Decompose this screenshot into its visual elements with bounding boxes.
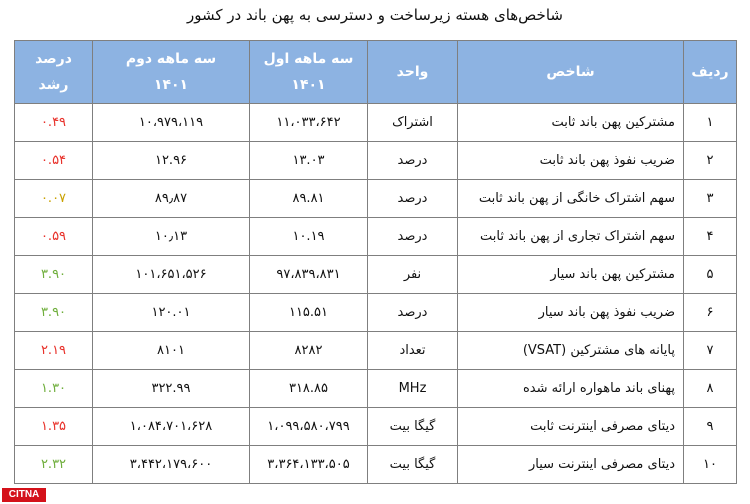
indicator-cell: دیتای مصرفی اینترنت ثابت (458, 408, 684, 446)
header-unit: واحد (368, 41, 458, 104)
row-number-cell: ۸ (684, 370, 737, 408)
table-row (15, 370, 737, 408)
row-number-cell: ۳ (684, 180, 737, 218)
header-indicator: شاخص (458, 41, 684, 104)
table-row (15, 104, 737, 142)
indicator-cell: پهنای باند ماهواره ارائه شده (458, 370, 684, 408)
header-q2-year: ۱۴۰۱ (153, 77, 189, 93)
row-number-cell: ۱ (684, 104, 737, 142)
q2-value-cell: ۱۲۰.۰۱ (93, 294, 250, 332)
q2-value-cell: ۳۲۲.۹۹ (93, 370, 250, 408)
q1-value-cell: ۳،۳۶۴،۱۳۳،۵۰۵ (250, 446, 368, 484)
q1-value-cell: ۱،۰۹۹،۵۸۰،۷۹۹ (250, 408, 368, 446)
header-growth-label2: رشد (38, 77, 69, 93)
unit-cell: گیگا بیت (368, 408, 458, 446)
unit-cell: اشتراک (368, 104, 458, 142)
header-q1 (250, 41, 368, 104)
indicators-table (14, 40, 737, 484)
header-growth (15, 41, 93, 104)
q2-value-cell: ۱۰،۹۷۹،۱۱۹ (93, 104, 250, 142)
header-growth-label1: درصد (35, 51, 72, 67)
row-number-cell: ۴ (684, 218, 737, 256)
q1-value-cell: ۳۱۸.۸۵ (250, 370, 368, 408)
unit-cell: تعداد (368, 332, 458, 370)
unit-cell: گیگا بیت (368, 446, 458, 484)
row-number-cell: ۶ (684, 294, 737, 332)
indicator-cell: ضریب نفوذ پهن باند سیار (458, 294, 684, 332)
table-row (15, 446, 737, 484)
row-number-cell: ۹ (684, 408, 737, 446)
indicator-cell: ضریب نفوذ پهن باند ثابت (458, 142, 684, 180)
unit-cell: درصد (368, 180, 458, 218)
q2-value-cell: ۱،۰۸۴،۷۰۱،۶۲۸ (93, 408, 250, 446)
page-title: شاخص‌های هسته زیرساخت و دسترسی به پهن باند در کشور (187, 6, 563, 24)
growth-cell: ۰.۴۹ (15, 104, 93, 142)
growth-cell: ۳.۹۰ (15, 256, 93, 294)
header-row-number: ردیف (684, 41, 737, 104)
q1-value-cell: ۱۳.۰۳ (250, 142, 368, 180)
growth-cell: ۲.۳۲ (15, 446, 93, 484)
q2-value-cell: ۱۰۱،۶۵۱،۵۲۶ (93, 256, 250, 294)
q1-value-cell: ۸۲۸۲ (250, 332, 368, 370)
q1-value-cell: ۱۰.۱۹ (250, 218, 368, 256)
row-number-cell: ۱۰ (684, 446, 737, 484)
header-q1-label: سه ماهه اول (263, 51, 354, 67)
growth-cell: ۰.۵۴ (15, 142, 93, 180)
indicator-cell: مشترکین پهن باند ثابت (458, 104, 684, 142)
growth-cell: ۳.۹۰ (15, 294, 93, 332)
q2-value-cell: ۱۲.۹۶ (93, 142, 250, 180)
header-row (15, 41, 737, 104)
unit-cell: درصد (368, 142, 458, 180)
q1-value-cell: ۹۷،۸۳۹،۸۳۱ (250, 256, 368, 294)
indicator-cell: سهم اشتراک خانگی از پهن باند ثابت (458, 180, 684, 218)
table-row (15, 332, 737, 370)
row-number-cell: ۵ (684, 256, 737, 294)
row-number-cell: ۷ (684, 332, 737, 370)
table-row (15, 180, 737, 218)
header-q1-year: ۱۴۰۱ (291, 77, 326, 93)
table-row (15, 142, 737, 180)
q2-value-cell: ۸۱۰۱ (93, 332, 250, 370)
row-number-cell: ۲ (684, 142, 737, 180)
growth-cell: ۲.۱۹ (15, 332, 93, 370)
growth-cell: ۱.۳۰ (15, 370, 93, 408)
q2-value-cell: ۳،۴۴۲،۱۷۹،۶۰۰ (93, 446, 250, 484)
q1-value-cell: ۱۱۵.۵۱ (250, 294, 368, 332)
indicator-cell: سهم اشتراک تجاری از پهن باند ثابت (458, 218, 684, 256)
table-row (15, 218, 737, 256)
unit-cell: درصد (368, 218, 458, 256)
table-row (15, 408, 737, 446)
indicator-cell: دیتای مصرفی اینترنت سیار (458, 446, 684, 484)
indicator-cell: پایانه های مشترکین (VSAT) (458, 332, 684, 370)
table-row (15, 256, 737, 294)
growth-cell: ۰.۵۹ (15, 218, 93, 256)
growth-cell: ۱.۳۵ (15, 408, 93, 446)
citna-logo: CITNA (2, 488, 46, 502)
q2-value-cell: ۸۹٫۸۷ (93, 180, 250, 218)
unit-cell: MHz (368, 370, 458, 408)
indicator-cell: مشترکین پهن باند سیار (458, 256, 684, 294)
q1-value-cell: ۱۱،۰۳۳،۶۴۲ (250, 104, 368, 142)
growth-cell: ۰.۰۷ (15, 180, 93, 218)
table-row (15, 294, 737, 332)
unit-cell: نفر (368, 256, 458, 294)
q2-value-cell: ۱۰٫۱۳ (93, 218, 250, 256)
q1-value-cell: ۸۹.۸۱ (250, 180, 368, 218)
header-q2 (93, 41, 250, 104)
unit-cell: درصد (368, 294, 458, 332)
header-q2-label: سه ماهه دوم (125, 51, 217, 67)
